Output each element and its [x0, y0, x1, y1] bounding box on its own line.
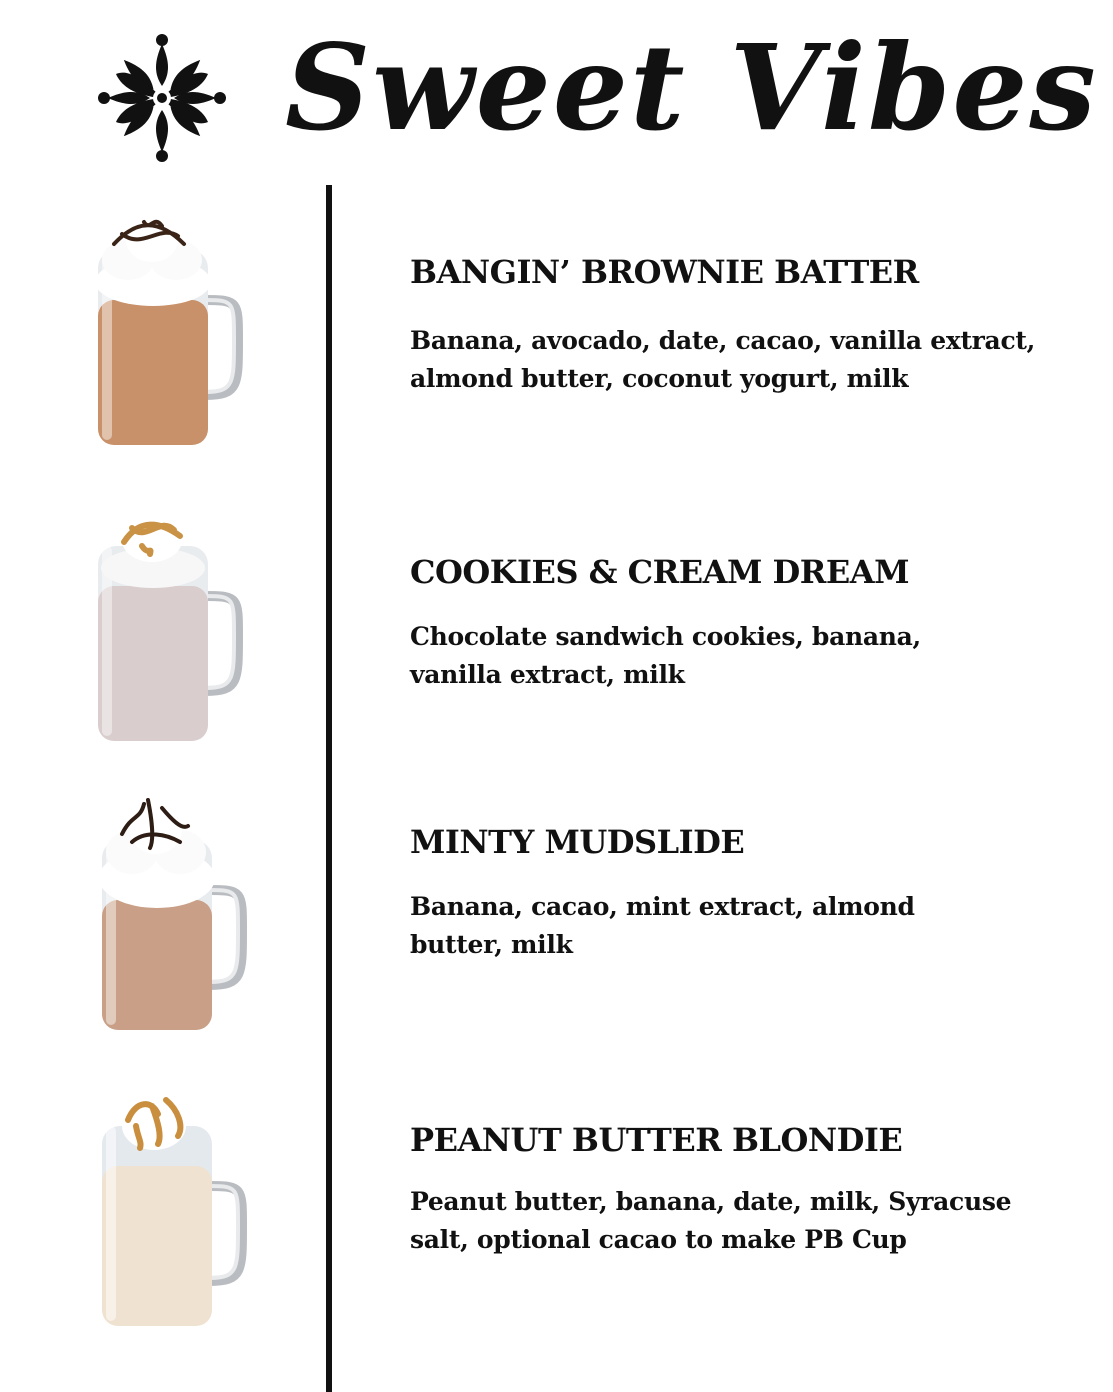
drink-jar-image: [92, 790, 252, 1030]
page-title: Sweet Vibes: [285, 18, 1098, 157]
item-description-line: Banana, cacao, mint extract, almond: [410, 892, 915, 921]
item-description: [410, 618, 1070, 694]
item-name: COOKIES & CREAM DREAM: [410, 553, 909, 591]
item-description-line: butter, milk: [410, 930, 573, 959]
drink-jar-image: [88, 506, 248, 746]
vertical-divider: [326, 185, 332, 1392]
item-description: [410, 322, 1070, 398]
item-name: PEANUT BUTTER BLONDIE: [410, 1121, 903, 1159]
item-description-line: Peanut butter, banana, date, milk, Syracuse: [410, 1187, 1012, 1216]
item-name: BANGIN’ BROWNIE BATTER: [410, 253, 919, 291]
page-header: [0, 0, 1113, 185]
item-description-line: Banana, avocado, date, cacao, vanilla extract,: [410, 326, 1036, 355]
item-name: MINTY MUDSLIDE: [410, 823, 745, 861]
item-description-line: vanilla extract, milk: [410, 660, 685, 689]
drink-jar-image: [88, 210, 248, 450]
flower-sun-icon: [98, 34, 226, 162]
item-description: [410, 1183, 1070, 1259]
drink-jar-image: [92, 1086, 252, 1326]
item-description-line: almond butter, coconut yogurt, milk: [410, 364, 909, 393]
drink-fill: [98, 300, 208, 445]
drink-fill: [102, 900, 212, 1030]
item-description-line: Chocolate sandwich cookies, banana,: [410, 622, 921, 651]
drink-fill: [102, 1166, 212, 1326]
drink-fill: [98, 586, 208, 741]
item-description: [410, 888, 1070, 964]
item-description-line: salt, optional cacao to make PB Cup: [410, 1225, 907, 1254]
